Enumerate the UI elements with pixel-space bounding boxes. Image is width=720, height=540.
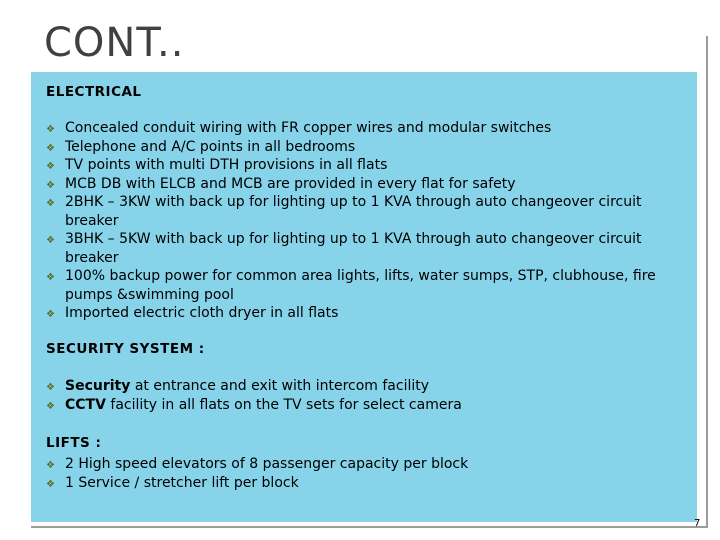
diamond-bullet-icon: ❖ — [46, 198, 55, 209]
list-item — [46, 193, 691, 230]
list-item — [46, 396, 691, 415]
diamond-bullet-icon: ❖ — [46, 124, 55, 135]
list-item — [46, 138, 691, 157]
diamond-bullet-icon: ❖ — [46, 179, 55, 191]
diamond-bullet-icon: ❖ — [46, 272, 55, 283]
list-item-text: TV points with multi DTH provisions in all flats — [65, 157, 388, 173]
diamond-bullet-icon: ❖ — [46, 382, 55, 393]
list-item-text: 100% backup power for common area lights, lifts, water sumps, STP, clubhouse, fire pumps &swimming pool — [65, 268, 656, 303]
list-item-text: 2BHK – 3KW with back up for lighting up to 1 KVA through auto changeover circuit breaker — [65, 194, 642, 229]
security-list — [46, 377, 691, 414]
slide-title: CONT.. — [44, 20, 185, 66]
list-item-text: Concealed conduit wiring with FR copper wires and modular switches — [65, 120, 552, 136]
list-item-text: facility in all flats on the TV sets for select camera — [105, 396, 462, 413]
diamond-bullet-icon: ❖ — [46, 161, 55, 172]
list-item — [46, 474, 691, 493]
list-item-text: Imported electric cloth dryer in all flats — [65, 305, 339, 321]
lifts-list — [46, 455, 691, 492]
list-item-text: 2 High speed elevators of 8 passenger capacity per block — [65, 456, 469, 472]
list-item-text: at entrance and exit with intercom facility — [130, 378, 430, 394]
list-item-text: 1 Service / stretcher lift per block — [65, 474, 299, 491]
slide-frame-bottom — [31, 526, 708, 528]
list-item — [46, 304, 691, 323]
list-item-text: MCB DB with ELCB and MCB are provided in every flat for safety — [65, 175, 516, 192]
slide-frame-right — [706, 36, 708, 528]
list-item — [46, 377, 691, 396]
list-item — [46, 230, 691, 267]
list-item-bold-text: Security — [65, 378, 131, 394]
diamond-bullet-icon: ❖ — [46, 309, 55, 320]
page-number: 7 — [694, 518, 701, 529]
list-item — [46, 175, 691, 194]
list-item — [46, 156, 691, 175]
list-item — [46, 267, 691, 304]
list-item-text: 3BHK – 5KW with back up for lighting up to 1 KVA through auto changeover circuit breaker — [65, 231, 642, 266]
list-item-text: Telephone and A/C points in all bedrooms — [65, 138, 356, 155]
diamond-bullet-icon: ❖ — [46, 235, 55, 246]
diamond-bullet-icon: ❖ — [46, 400, 55, 412]
diamond-bullet-icon: ❖ — [46, 142, 55, 154]
diamond-bullet-icon: ❖ — [46, 460, 55, 471]
electrical-heading: ELECTRICAL — [46, 84, 142, 100]
security-heading: SECURITY SYSTEM : — [46, 341, 205, 357]
diamond-bullet-icon: ❖ — [46, 478, 55, 490]
lifts-heading: LIFTS : — [46, 435, 102, 451]
list-item — [46, 455, 691, 474]
list-item-bold-text: CCTV — [65, 396, 106, 413]
list-item — [46, 119, 691, 138]
electrical-list — [46, 119, 691, 323]
